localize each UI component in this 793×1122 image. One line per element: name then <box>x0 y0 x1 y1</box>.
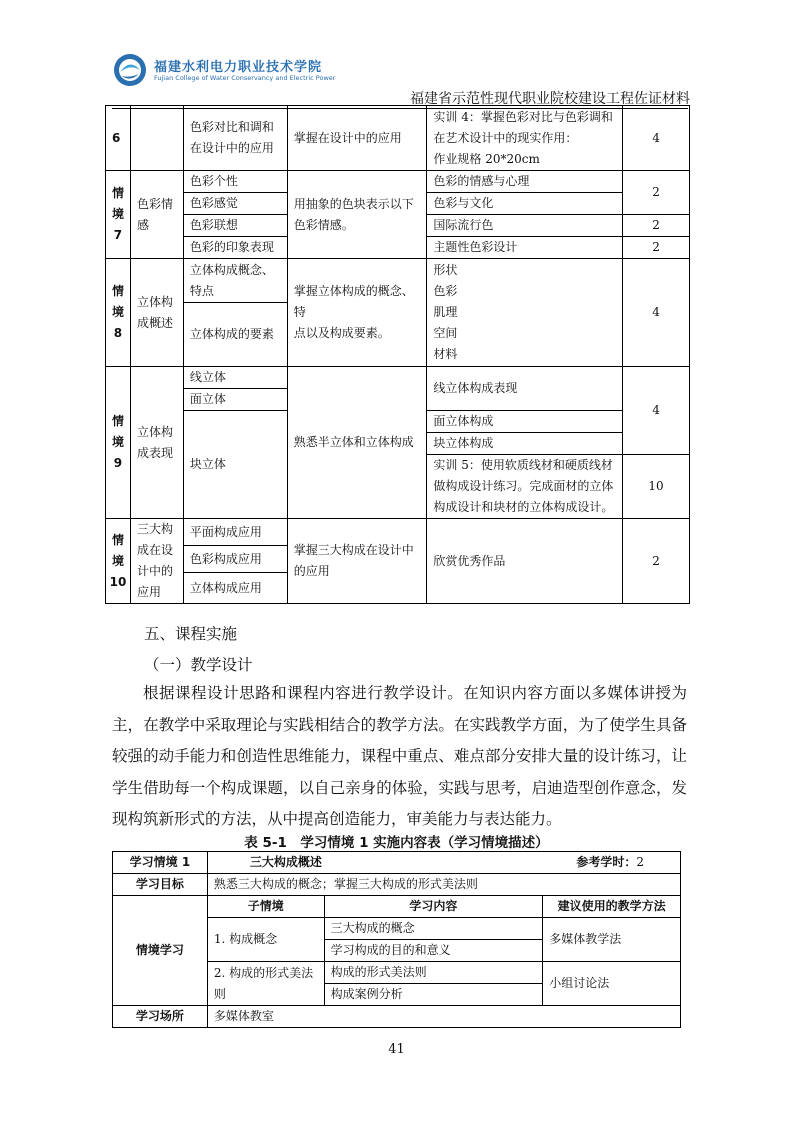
sub-scenario <box>183 259 287 303</box>
sub-scenario: 立体构成的要素 <box>183 303 287 367</box>
scenario-number-char: 10 <box>109 574 127 589</box>
table-row <box>106 171 690 193</box>
scenario-name-line: 立体构 <box>136 294 173 309</box>
sub-scenario: 色彩感觉 <box>183 193 287 215</box>
teaching-method: 多媒体教学法 <box>543 918 681 962</box>
content-line: 形状 <box>433 263 458 277</box>
goal-label: 学习目标 <box>113 874 208 896</box>
practice-line: 作业规格 20*20cm <box>433 151 540 166</box>
column-header: 子情境 <box>207 896 324 918</box>
scenario-number-char: 8 <box>113 326 123 340</box>
content-item: 线立体构成表现 <box>427 367 623 411</box>
scenario-number-char: 情 <box>111 186 124 200</box>
practice-line: 实训 5：使用软质线材和硬质线材 <box>433 458 613 472</box>
sub-scenario: 线立体 <box>183 367 287 389</box>
scenario-number-char: 境 <box>111 305 124 319</box>
learning-goal <box>287 519 427 604</box>
scenario-number <box>106 171 131 259</box>
scenario-number-char: 境 <box>111 553 124 568</box>
scenario-number-char: 境 <box>111 207 124 221</box>
goal-value: 熟悉三大构成的概念；掌握三大构成的形式美法则 <box>207 874 680 896</box>
content-item: 主题性色彩设计 <box>427 237 623 259</box>
goal-line: 的应用 <box>293 564 330 578</box>
content-item: 构成的形式美法则 <box>324 962 543 984</box>
goal-line: 用抽象的色块表示以下 <box>293 196 414 211</box>
learning-scenario-table <box>112 851 681 1028</box>
practice-line: 在艺术设计中的现实作用： <box>433 130 578 145</box>
content-line: 空间 <box>433 326 458 340</box>
scenario-number <box>106 519 131 604</box>
scenario-title: 三大构成概述 <box>249 855 322 869</box>
content-item: 色彩的情感与心理 <box>427 171 623 193</box>
reference-hours <box>576 852 644 873</box>
goal-line: 色彩情感。 <box>293 217 354 232</box>
practice-content <box>427 455 623 519</box>
sub-scenario: 块立体 <box>183 411 287 519</box>
sub-scenario: 1. 构成概念 <box>207 918 324 962</box>
table-caption: 表 5-1 学习情境 1 实施内容表（学习情境描述） <box>244 835 549 851</box>
table-row <box>106 367 690 389</box>
content-line: 肌理 <box>433 305 458 319</box>
location-label: 学习场所 <box>113 1006 208 1028</box>
scenario-number-char: 情 <box>111 284 124 298</box>
table-row <box>113 874 681 896</box>
scenario-learning-label: 情境学习 <box>113 896 208 1006</box>
hours-cell: 4 <box>623 106 690 171</box>
body-paragraph: 根据课程设计思路和课程内容进行教学设计。在知识内容方面以多媒体讲授为主，在教学中采取理论与实践相结合的教学方法。在实践教学方面，为了使学生具备较强的动手能力和创造性思维能力，课程中重点、难点部分安排大量的设计练习，让学生借助每一个构成课题，以自己亲身的体验，实践与思考，启迪造型创作意念，发现构筑新形式的方法，从中提高创造能力，审美能力与表达能力。 <box>112 684 687 829</box>
document-title: 福建省示范性现代职业院校建设工程佐证材料 <box>410 91 690 107</box>
scenario-number <box>106 259 131 367</box>
scenario-name-line: 计中的 <box>136 564 173 578</box>
scenario-number <box>106 367 131 519</box>
hours-cell: 4 <box>623 259 690 367</box>
scenario-name-line: 三大构 <box>136 522 173 536</box>
hours-cell: 4 <box>623 367 690 455</box>
page-header <box>0 0 793 112</box>
scenario-label: 学习情境 1 <box>113 852 208 874</box>
content-item: 欣赏优秀作品 <box>427 519 623 604</box>
sub-scenario <box>207 962 324 1006</box>
sub-scenario-line: 立体构成概念、 <box>189 262 274 277</box>
sub-scenario: 面立体 <box>183 389 287 411</box>
sub-scenario <box>183 106 287 171</box>
content-item: 国际流行色 <box>427 215 623 237</box>
scenario-name <box>130 106 183 171</box>
table-row <box>106 519 690 546</box>
location-value: 多媒体教室 <box>207 1006 680 1028</box>
hours-cell: 2 <box>623 519 690 604</box>
practice-content <box>427 106 623 171</box>
hours-label: 参考学时： <box>576 855 637 869</box>
scenario-name-line: 立体构 <box>136 424 173 439</box>
table-row <box>113 852 681 874</box>
scenario-name <box>130 171 183 259</box>
college-logo-subtext: Fujian College of Water Conservancy and Electric Power <box>154 74 336 82</box>
hours-cell: 2 <box>623 171 690 215</box>
practice-line: 实训 4：掌握色彩对比与色彩调和 <box>433 109 613 124</box>
scenario-number-char: 情 <box>111 532 124 547</box>
hours-cell: 10 <box>623 455 690 519</box>
table-row <box>113 896 681 918</box>
scenario-number-char: 7 <box>113 228 123 242</box>
scenario-name <box>130 367 183 519</box>
section-heading: 五、课程实施 <box>144 625 238 643</box>
practice-line: 做构成设计练习。完成面材的立体 <box>433 479 614 493</box>
learning-goal: 熟悉半立体和立体构成 <box>287 367 427 519</box>
hours-cell: 2 <box>623 215 690 237</box>
scenario-name-line: 成表现 <box>136 445 173 460</box>
sub-scenario: 平面构成应用 <box>183 519 287 546</box>
college-logo-text: 福建水利电力职业技术学院 <box>154 60 323 75</box>
scenario-title-cell <box>207 852 680 874</box>
scenario-number: 6 <box>106 106 131 171</box>
scenario-number-char: 情 <box>111 414 124 428</box>
college-emblem-icon <box>112 52 148 88</box>
page-number: 41 <box>388 1042 405 1057</box>
column-header: 学习内容 <box>324 896 543 918</box>
practice-line: 构成设计和块材的立体构成设计。 <box>433 500 614 514</box>
content-item: 面立体构成 <box>427 411 623 433</box>
scenario-name <box>130 259 183 367</box>
column-header: 建议使用的教学方法 <box>543 896 681 918</box>
table-row <box>106 106 690 171</box>
learning-goal <box>287 171 427 259</box>
sub-scenario-line: 则 <box>213 986 226 1001</box>
teaching-method: 小组讨论法 <box>543 962 681 1006</box>
content-line: 色彩 <box>433 284 458 298</box>
hours-cell: 2 <box>623 237 690 259</box>
sub-scenario: 色彩的印象表现 <box>183 237 287 259</box>
sub-scenario-line: 2. 构成的形式美法 <box>213 965 314 980</box>
scenario-name <box>130 519 183 604</box>
sub-scenario: 色彩个性 <box>183 171 287 193</box>
goal-line: 点以及构成要素。 <box>293 326 390 340</box>
scenario-name-line: 成在设 <box>136 543 173 557</box>
sub-scenario-text: 色彩对比和调和在设计中的应用 <box>189 120 274 155</box>
scenario-number-char: 境 <box>111 435 124 449</box>
sub-scenario-line: 特点 <box>189 283 214 298</box>
scenario-number-char: 9 <box>113 456 123 470</box>
subsection-heading: （一）教学设计 <box>144 656 253 674</box>
scenario-name-line: 应用 <box>136 585 161 599</box>
scenario-name-line: 色彩情 <box>136 196 173 211</box>
content-item: 块立体构成 <box>427 433 623 455</box>
goal-line: 掌握立体构成的概念、特 <box>293 284 414 319</box>
content-line: 材料 <box>433 347 458 361</box>
table-row <box>113 1006 681 1028</box>
college-logo <box>112 52 336 92</box>
sub-scenario: 色彩构成应用 <box>183 546 287 573</box>
learning-goal: 掌握在设计中的应用 <box>287 106 427 171</box>
content-item: 学习构成的目的和意义 <box>324 940 543 962</box>
learning-goal <box>287 259 427 367</box>
content-item: 色彩与文化 <box>427 193 623 215</box>
sub-scenario: 色彩联想 <box>183 215 287 237</box>
content-item: 构成案例分析 <box>324 984 543 1006</box>
content-item <box>427 259 623 367</box>
sub-scenario: 立体构成应用 <box>183 573 287 604</box>
table-row <box>106 259 690 303</box>
course-content-table <box>105 105 690 604</box>
scenario-name-line: 感 <box>136 217 149 232</box>
content-item: 三大构成的概念 <box>324 918 543 940</box>
goal-line: 掌握三大构成在设计中 <box>293 543 414 557</box>
hours-value: 2 <box>636 855 644 869</box>
scenario-name-line: 成概述 <box>136 315 173 330</box>
